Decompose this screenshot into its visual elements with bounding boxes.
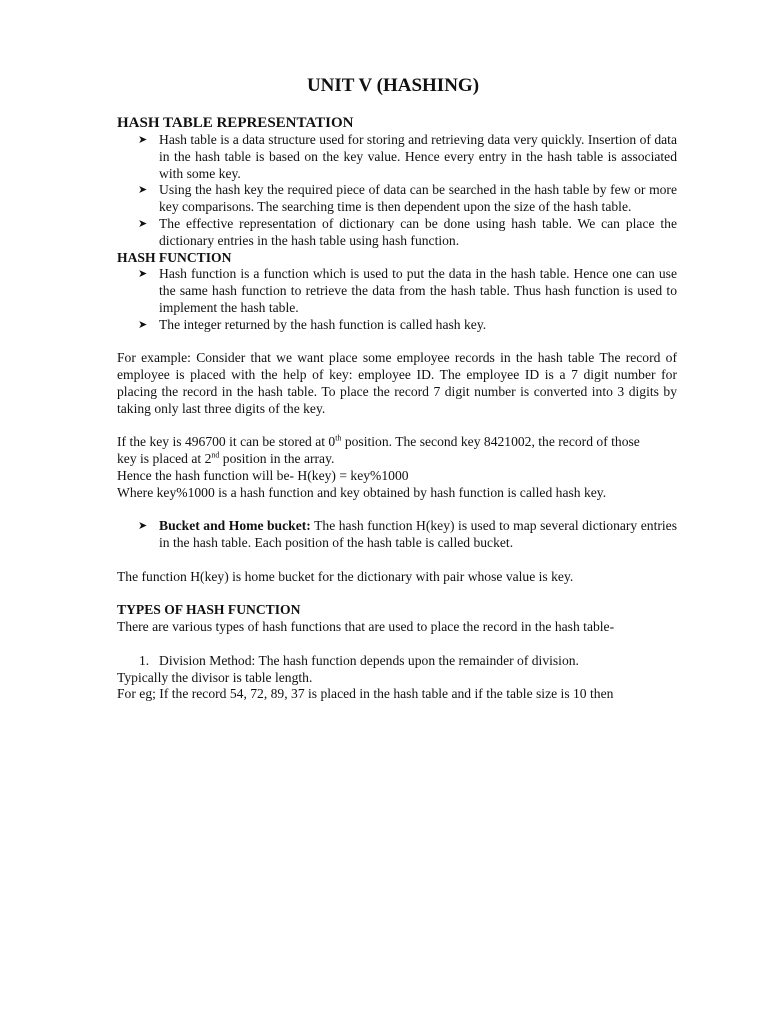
bucket-text: The hash function H(key) is used to map several dictionary entries in the hash table. Each position of the hash table is called bucket.	[159, 518, 677, 551]
section-heading-types-of-hash-function: TYPES OF HASH FUNCTION	[117, 602, 301, 618]
arrow-bullet-icon: ➤	[138, 133, 148, 146]
arrow-bullet-icon: ➤	[138, 216, 148, 230]
list-item	[117, 266, 677, 316]
spacer	[117, 636, 677, 653]
list-item-text: Hash table is a data structure used for storing and retrieving data very quickly. Insertion of data in the hash table is based on the key value. Hence every entry in the hash table is associated with some key.	[159, 132, 677, 181]
hash-key-definition: Where key%1000 is a hash function and key obtained by hash function is called hash key.	[117, 484, 607, 500]
home-bucket-line: The function H(key) is home bucket for the dictionary with pair whose value is key.	[117, 568, 574, 584]
types-intro: There are various types of hash functions that are used to place the record in the hash table-	[117, 619, 615, 635]
list-item	[117, 216, 677, 250]
key-example-text: If the key is 496700 it can be stored at 0	[117, 434, 336, 450]
list-item	[117, 518, 677, 552]
arrow-bullet-icon: ➤	[138, 267, 148, 281]
arrow-bullet-icon: ➤	[138, 317, 148, 331]
key-example-text: position in the array.	[219, 451, 335, 467]
item-text: Division Method: The hash function depends upon the remainder of division.	[159, 652, 579, 668]
spacer	[117, 334, 677, 351]
section-heading-hash-table-representation: HASH TABLE REPRESENTATION	[117, 115, 354, 131]
section-heading-hash-function: HASH FUNCTION	[117, 249, 232, 265]
divisor-line: Typically the divisor is table length.	[117, 669, 313, 685]
key-example-line-2	[117, 451, 677, 468]
example-records-line: For eg; If the record 54, 72, 89, 37 is placed in the hash table and if the table size is 10 then	[117, 686, 614, 702]
page-title: UNIT V (HASHING)	[306, 75, 480, 96]
hash-function-bullet-list	[117, 266, 677, 333]
list-item	[117, 317, 677, 334]
numbered-item-division-method	[117, 653, 677, 670]
spacer	[117, 418, 677, 435]
hash-table-bullet-list	[117, 132, 677, 250]
item-number: 1.	[139, 652, 150, 668]
list-item	[117, 182, 677, 216]
document-page	[117, 68, 677, 703]
key-example-line-1	[117, 434, 677, 451]
list-item-text: The integer returned by the hash function is called hash key.	[159, 316, 487, 332]
spacer	[117, 552, 677, 569]
example-paragraph: For example: Consider that we want place some employee records in the hash table The record of employee is placed with the help of key: employee ID. The employee ID is a 7 digit number for placing the record in the hash table. To place the record 7 digit number is converted into 3 digits by taking only last three digits of the key.	[117, 350, 677, 416]
list-item-text: The effective representation of dictionary can be done using hash table. We can place the dictionary entries in the hash table using hash function.	[159, 215, 677, 248]
key-example-text: position. The second key 8421002, the record of those	[341, 434, 640, 450]
list-item-text: Using the hash key the required piece of data can be searched in the hash table by few or more key comparisons. The searching time is then dependent upon the size of the hash table.	[159, 182, 677, 215]
bucket-bullet-list	[117, 518, 677, 552]
key-example-text: key is placed at 2	[117, 451, 212, 467]
arrow-bullet-icon: ➤	[138, 183, 148, 197]
list-item-text: Hash function is a function which is used to put the data in the hash table. Hence one can use the same hash function to retrieve the data from the hash table. Thus hash function is used to implement the hash table.	[159, 266, 677, 315]
bucket-label: Bucket and Home bucket:	[159, 518, 311, 534]
superscript: th	[335, 433, 342, 443]
spacer	[117, 502, 677, 519]
superscript: nd	[211, 450, 220, 460]
spacer	[117, 586, 677, 603]
arrow-bullet-icon: ➤	[138, 519, 148, 533]
list-item	[117, 132, 677, 182]
hash-function-formula: Hence the hash function will be- H(key) = key%1000	[117, 467, 409, 483]
